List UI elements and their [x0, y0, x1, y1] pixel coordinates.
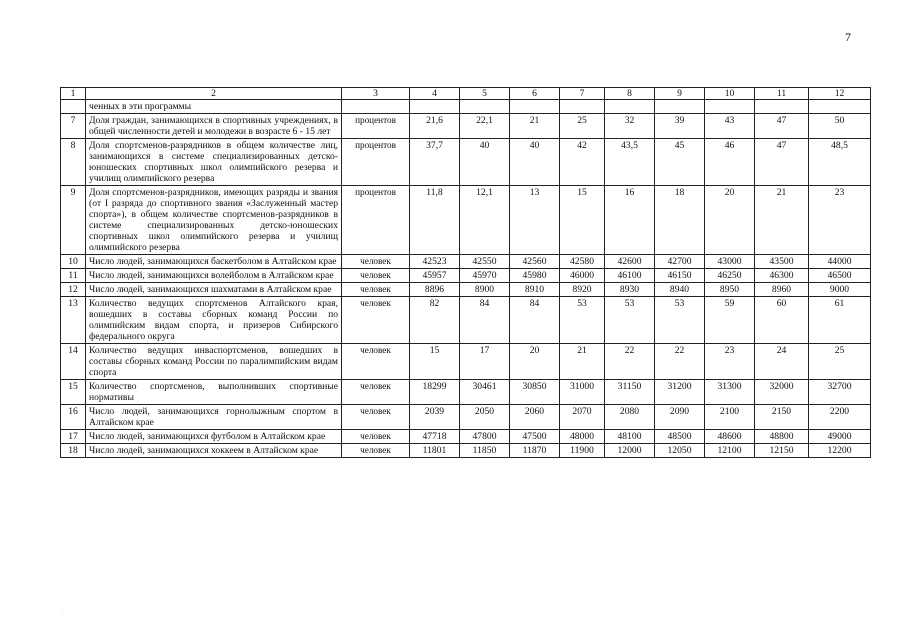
header-cell: 4	[410, 88, 460, 100]
row-number-cell: 12	[61, 283, 86, 297]
value-cell: 2070	[560, 405, 605, 430]
value-cell: 47	[755, 114, 809, 139]
value-cell: 15	[560, 186, 605, 255]
indicator-name-cell: Число людей, занимающихся баскетболом в Алтайском крае	[86, 255, 342, 269]
value-cell: 11850	[460, 444, 510, 458]
page-number: 7	[845, 30, 851, 44]
value-cell: 46000	[560, 269, 605, 283]
unit-cell: человек	[342, 430, 410, 444]
unit-cell: человек	[342, 344, 410, 380]
row-number-cell: 7	[61, 114, 86, 139]
value-cell: 61	[809, 297, 871, 344]
value-cell: 48,5	[809, 139, 871, 186]
value-cell: 46300	[755, 269, 809, 283]
value-cell: 48500	[655, 430, 705, 444]
row-number-cell: 15	[61, 380, 86, 405]
value-cell: 12000	[605, 444, 655, 458]
value-cell: 23	[809, 186, 871, 255]
value-cell: 23	[705, 344, 755, 380]
value-cell: 47718	[410, 430, 460, 444]
value-cell: 46500	[809, 269, 871, 283]
value-cell: 32000	[755, 380, 809, 405]
header-row	[61, 88, 871, 100]
value-cell: 46150	[655, 269, 705, 283]
indicator-name-cell: Доля спортсменов-разрядников в общем количестве лиц, занимающихся в системе специализированных детско-юношеских спортивных школ олимпийского резерва и училищ олимпийского резерва	[86, 139, 342, 186]
table-row	[61, 269, 871, 283]
value-cell: 2100	[705, 405, 755, 430]
value-cell: 16	[605, 186, 655, 255]
indicator-name-cell: Количество ведущих спортсменов Алтайского края, вошедших в составы сборных команд России по олимпийским видам спорта, и призеров Сибирского федерального округа	[86, 297, 342, 344]
value-cell: 84	[510, 297, 560, 344]
header-cell: 1	[61, 88, 86, 100]
value-cell: 40	[460, 139, 510, 186]
value-cell: 53	[655, 297, 705, 344]
header-cell: 3	[342, 88, 410, 100]
row-number-cell: 16	[61, 405, 86, 430]
value-cell: 43000	[705, 255, 755, 269]
value-cell: 47	[755, 139, 809, 186]
value-cell: 43500	[755, 255, 809, 269]
value-cell: 32700	[809, 380, 871, 405]
value-cell: 40	[510, 139, 560, 186]
value-cell: 8896	[410, 283, 460, 297]
value-cell: 31150	[605, 380, 655, 405]
value-cell	[605, 100, 655, 114]
value-cell: 2200	[809, 405, 871, 430]
value-cell: 45970	[460, 269, 510, 283]
table-row	[61, 405, 871, 430]
value-cell: 39	[655, 114, 705, 139]
value-cell: 17	[460, 344, 510, 380]
row-number-cell: 10	[61, 255, 86, 269]
value-cell: 42580	[560, 255, 605, 269]
row-number-cell	[61, 100, 86, 114]
value-cell: 15	[410, 344, 460, 380]
value-cell: 42523	[410, 255, 460, 269]
value-cell: 47500	[510, 430, 560, 444]
value-cell: 8920	[560, 283, 605, 297]
value-cell: 48600	[705, 430, 755, 444]
value-cell: 8910	[510, 283, 560, 297]
value-cell: 46100	[605, 269, 655, 283]
unit-cell: человек	[342, 283, 410, 297]
value-cell: 21	[510, 114, 560, 139]
value-cell: 49000	[809, 430, 871, 444]
value-cell: 12200	[809, 444, 871, 458]
value-cell: 22	[605, 344, 655, 380]
header-cell: 12	[809, 88, 871, 100]
value-cell: 31000	[560, 380, 605, 405]
value-cell	[705, 100, 755, 114]
value-cell: 2150	[755, 405, 809, 430]
indicator-name-cell: Доля спортсменов-разрядников, имеющих разряды и звания (от I разряда до спортивного звания «Заслуженный мастер спорта»), в общем количестве спортсменов-разрядников в системе специализированных детско-юношеских спортивных школ олимпийского резерва и училищ олимпийского резерва	[86, 186, 342, 255]
indicator-name-cell: Доля граждан, занимающихся в спортивных учреждениях, в общей численности детей и молодежи в возрасте 6 - 15 лет	[86, 114, 342, 139]
value-cell: 12050	[655, 444, 705, 458]
value-cell: 82	[410, 297, 460, 344]
unit-cell: человек	[342, 255, 410, 269]
value-cell	[655, 100, 705, 114]
value-cell: 13	[510, 186, 560, 255]
table-row	[61, 255, 871, 269]
value-cell: 8960	[755, 283, 809, 297]
value-cell: 42560	[510, 255, 560, 269]
unit-cell: человек	[342, 297, 410, 344]
value-cell	[460, 100, 510, 114]
value-cell: 25	[560, 114, 605, 139]
value-cell: 84	[460, 297, 510, 344]
header-cell: 9	[655, 88, 705, 100]
row-number-cell: 14	[61, 344, 86, 380]
value-cell: 12,1	[460, 186, 510, 255]
unit-cell: человек	[342, 405, 410, 430]
indicators-table	[60, 87, 871, 458]
header-cell: 10	[705, 88, 755, 100]
value-cell: 9000	[809, 283, 871, 297]
indicator-name-cell: Число людей, занимающихся шахматами в Алтайском крае	[86, 283, 342, 297]
value-cell: 21	[560, 344, 605, 380]
value-cell: 8950	[705, 283, 755, 297]
row-number-cell: 13	[61, 297, 86, 344]
footer-mark: .	[62, 607, 64, 613]
value-cell: 48000	[560, 430, 605, 444]
value-cell: 48100	[605, 430, 655, 444]
value-cell	[560, 100, 605, 114]
value-cell	[510, 100, 560, 114]
header-cell: 7	[560, 88, 605, 100]
indicator-name-cell: Число людей, занимающихся волейболом в Алтайском крае	[86, 269, 342, 283]
value-cell: 2060	[510, 405, 560, 430]
value-cell: 53	[605, 297, 655, 344]
table-row	[61, 380, 871, 405]
value-cell: 2039	[410, 405, 460, 430]
value-cell: 18	[655, 186, 705, 255]
value-cell: 11870	[510, 444, 560, 458]
value-cell: 31200	[655, 380, 705, 405]
value-cell: 45957	[410, 269, 460, 283]
row-number-cell: 17	[61, 430, 86, 444]
value-cell: 45	[655, 139, 705, 186]
value-cell: 31300	[705, 380, 755, 405]
unit-cell: процентов	[342, 186, 410, 255]
value-cell: 8930	[605, 283, 655, 297]
value-cell: 45980	[510, 269, 560, 283]
value-cell: 20	[705, 186, 755, 255]
value-cell: 50	[809, 114, 871, 139]
table-row	[61, 344, 871, 380]
value-cell: 43	[705, 114, 755, 139]
value-cell: 46	[705, 139, 755, 186]
row-number-cell: 8	[61, 139, 86, 186]
value-cell: 2050	[460, 405, 510, 430]
value-cell	[410, 100, 460, 114]
unit-cell: процентов	[342, 139, 410, 186]
table-row	[61, 444, 871, 458]
table-row	[61, 114, 871, 139]
value-cell: 43,5	[605, 139, 655, 186]
value-cell: 21	[755, 186, 809, 255]
value-cell: 42700	[655, 255, 705, 269]
indicator-name-cell: Число людей, занимающихся горнолыжным спортом в Алтайском крае	[86, 405, 342, 430]
value-cell: 42600	[605, 255, 655, 269]
header-cell: 2	[86, 88, 342, 100]
value-cell: 12150	[755, 444, 809, 458]
value-cell: 47800	[460, 430, 510, 444]
table-row	[61, 100, 871, 114]
value-cell	[755, 100, 809, 114]
table-body	[61, 88, 871, 458]
value-cell: 20	[510, 344, 560, 380]
value-cell: 21,6	[410, 114, 460, 139]
row-number-cell: 18	[61, 444, 86, 458]
unit-cell	[342, 100, 410, 114]
value-cell: 53	[560, 297, 605, 344]
table-row	[61, 186, 871, 255]
row-number-cell: 11	[61, 269, 86, 283]
value-cell: 18299	[410, 380, 460, 405]
indicator-name-cell: Число людей, занимающихся футболом в Алтайском крае	[86, 430, 342, 444]
unit-cell: человек	[342, 444, 410, 458]
row-number-cell: 9	[61, 186, 86, 255]
value-cell: 48800	[755, 430, 809, 444]
value-cell: 22,1	[460, 114, 510, 139]
header-cell: 6	[510, 88, 560, 100]
indicator-name-cell: ченных в эти программы	[86, 100, 342, 114]
header-cell: 8	[605, 88, 655, 100]
value-cell: 11,8	[410, 186, 460, 255]
unit-cell: человек	[342, 269, 410, 283]
value-cell: 46250	[705, 269, 755, 283]
value-cell: 60	[755, 297, 809, 344]
value-cell: 42	[560, 139, 605, 186]
value-cell: 2080	[605, 405, 655, 430]
value-cell	[809, 100, 871, 114]
value-cell: 11801	[410, 444, 460, 458]
value-cell: 37,7	[410, 139, 460, 186]
table-row	[61, 283, 871, 297]
value-cell: 44000	[809, 255, 871, 269]
value-cell: 32	[605, 114, 655, 139]
value-cell: 2090	[655, 405, 705, 430]
value-cell: 42550	[460, 255, 510, 269]
value-cell: 30850	[510, 380, 560, 405]
indicator-name-cell: Количество спортсменов, выполнивших спортивные нормативы	[86, 380, 342, 405]
value-cell: 25	[809, 344, 871, 380]
value-cell: 11900	[560, 444, 605, 458]
value-cell: 8940	[655, 283, 705, 297]
header-cell: 5	[460, 88, 510, 100]
unit-cell: процентов	[342, 114, 410, 139]
header-cell: 11	[755, 88, 809, 100]
value-cell: 8900	[460, 283, 510, 297]
value-cell: 30461	[460, 380, 510, 405]
table-row	[61, 430, 871, 444]
indicator-name-cell: Количество ведущих инваспортсменов, вошедших в составы сборных команд России по паралимпийским видам спорта	[86, 344, 342, 380]
value-cell: 12100	[705, 444, 755, 458]
value-cell: 24	[755, 344, 809, 380]
value-cell: 22	[655, 344, 705, 380]
indicator-name-cell: Число людей, занимающихся хоккеем в Алтайском крае	[86, 444, 342, 458]
table-row	[61, 297, 871, 344]
unit-cell: человек	[342, 380, 410, 405]
value-cell: 59	[705, 297, 755, 344]
table-row	[61, 139, 871, 186]
